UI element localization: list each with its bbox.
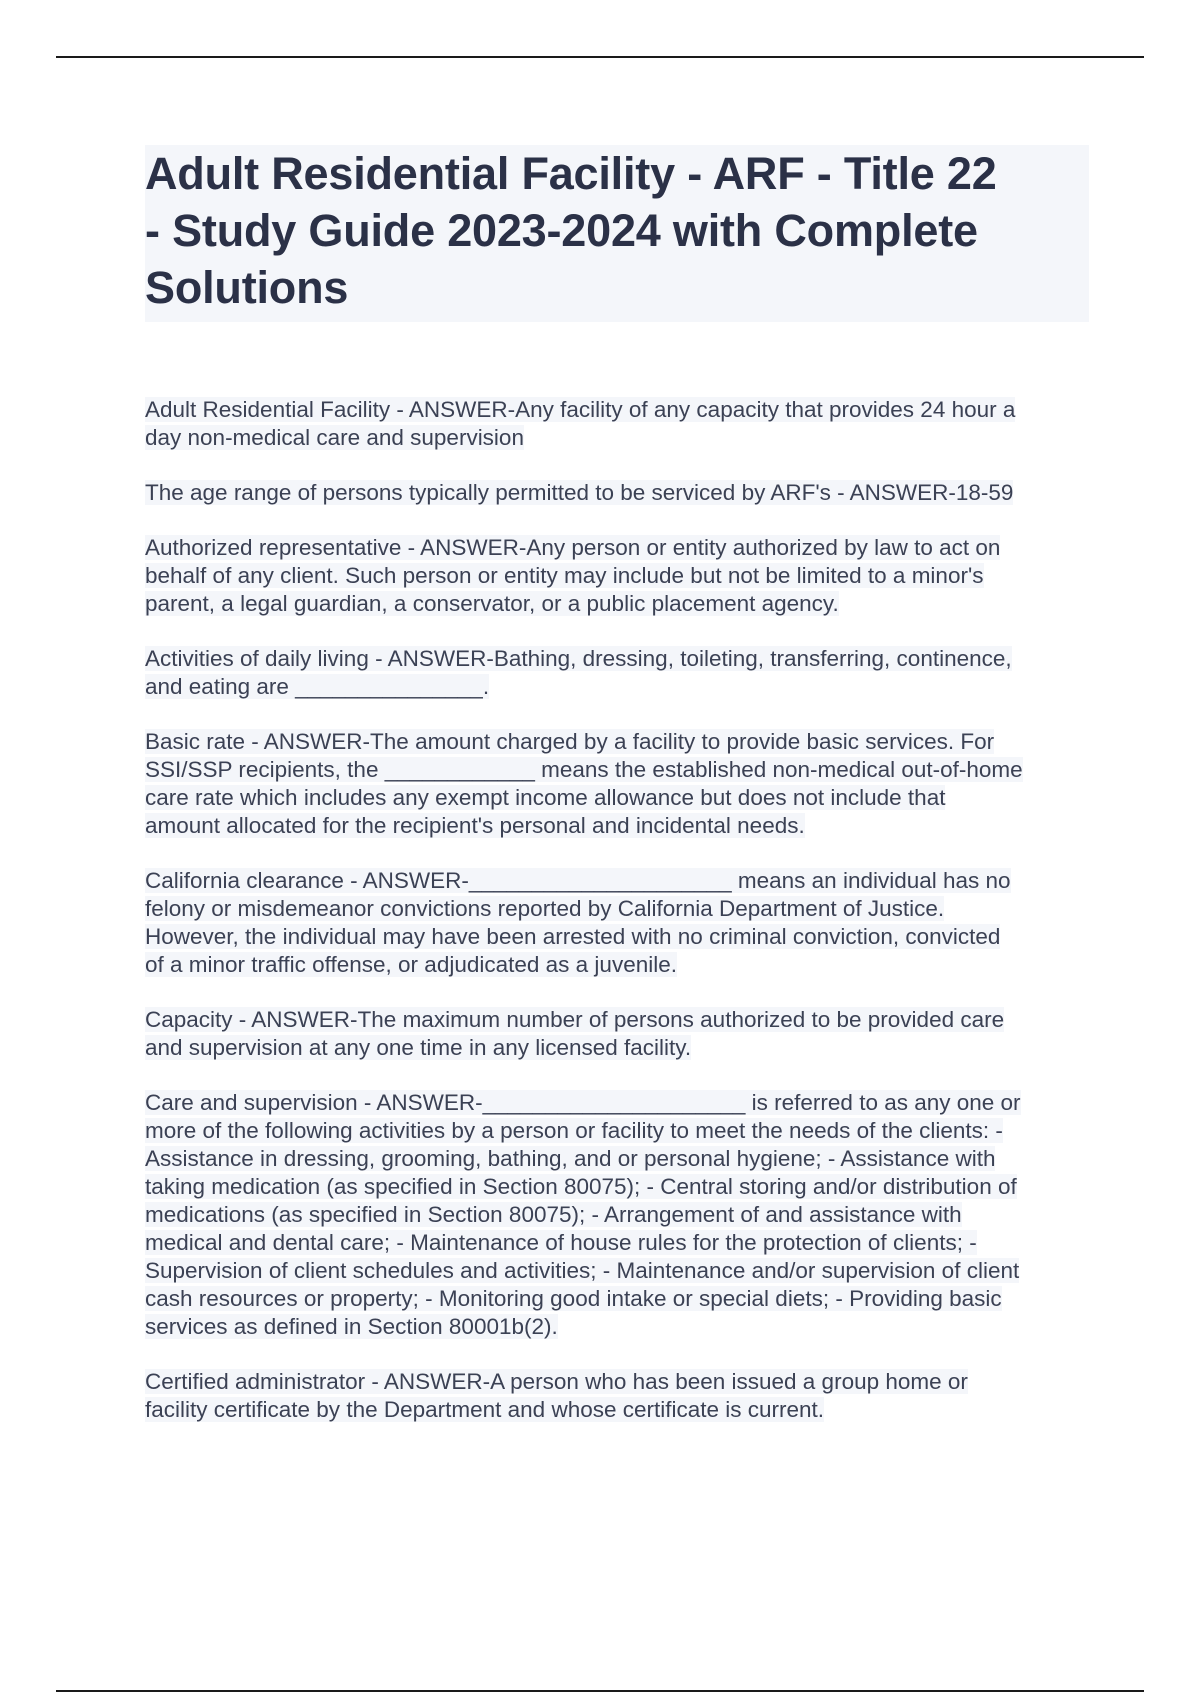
entry-text: Activities of daily living - ANSWER-Bathing, dressing, toileting, transferring, continence, and eating are _______________. [145, 646, 1012, 699]
qa-entry-certified-administrator [145, 1368, 1089, 1424]
entry-text: Care and supervision - ANSWER-_____________________ is referred to as any one or more of the following activities by a person or facility to meet the needs of the clients: - Assistance in dressing, grooming, bathing, and or personal hygiene; - Assistance with taking medication (as specified in Section 80075); - Central storing and/or distribution of medications (as specified in Section 80075); - Arrangement of and assistance with medical and dental care; - Maintenance of house rules for the protection of clients; - Supervision of client schedules and activities; - Maintenance and/or supervision of client cash resources or property; - Monitoring good intake or special diets; - Providing basic services as defined in Section 80001b(2). [145, 1090, 1021, 1339]
qa-entry-authorized-representative [145, 534, 1089, 618]
header-rule [56, 56, 1144, 58]
qa-entry-capacity [145, 1006, 1089, 1062]
entry-text: Adult Residential Facility - ANSWER-Any facility of any capacity that provides 24 hour a day non-medical care and supervision [145, 397, 1016, 450]
entry-text: The age range of persons typically permitted to be serviced by ARF's - ANSWER-18-59 [145, 480, 1014, 505]
qa-entry-basic-rate [145, 728, 1089, 840]
qa-entry-age-range [145, 479, 1089, 507]
entry-text: Capacity - ANSWER-The maximum number of persons authorized to be provided care and supervision at any one time in any licensed facility. [145, 1007, 1005, 1060]
qa-entry-california-clearance [145, 867, 1089, 979]
footer-rule [56, 1690, 1144, 1692]
qa-entries [145, 396, 1089, 1451]
qa-entry-adult-residential-facility [145, 396, 1089, 452]
qa-entry-activities-of-daily-living [145, 645, 1089, 701]
entry-text: California clearance - ANSWER-_____________________ means an individual has no felony or misdemeanor convictions reported by California Department of Justice. However, the individual may have been arrested with no criminal conviction, convicted of a minor traffic offense, or adjudicated as a juvenile. [145, 868, 1011, 977]
entry-text: Authorized representative - ANSWER-Any person or entity authorized by law to act on behalf of any client. Such person or entity may include but not be limited to a minor's parent, a legal guardian, a conservator, or a public placement agency. [145, 535, 1001, 616]
document-title: Adult Residential Facility - ARF - Title 22 - Study Guide 2023-2024 with Complete Solutions [145, 148, 997, 313]
title-block [145, 145, 1089, 322]
entry-text: Basic rate - ANSWER-The amount charged by a facility to provide basic services. For SSI/SSP recipients, the ____________ means the established non-medical out-of-home care rate which includes any exempt income allowance but does not include that amount allocated for the recipient's personal and incidental needs. [145, 729, 1023, 838]
entry-text: Certified administrator - ANSWER-A person who has been issued a group home or facility certificate by the Department and whose certificate is current. [145, 1369, 968, 1422]
qa-entry-care-and-supervision [145, 1089, 1089, 1341]
